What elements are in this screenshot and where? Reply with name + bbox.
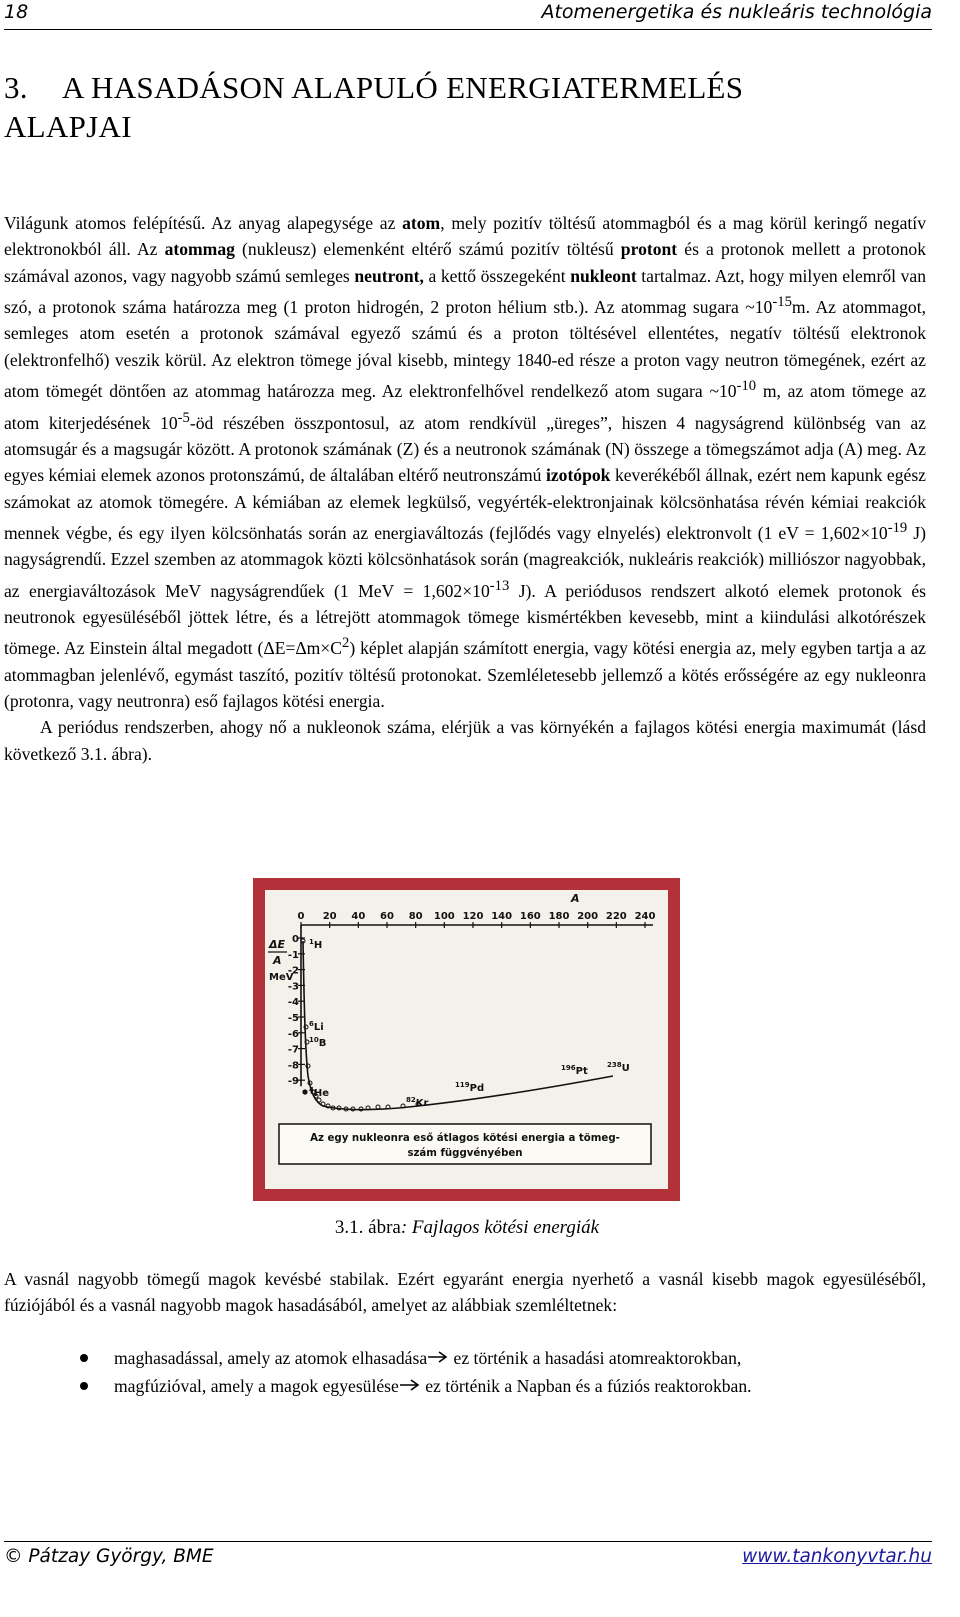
term-atom: atom	[402, 213, 441, 233]
arrow-right-icon	[427, 1350, 449, 1364]
text-run: a kettő összegeként	[423, 265, 571, 286]
running-header	[4, 0, 932, 30]
list-item	[4, 1372, 924, 1400]
isotope-label: $^{238}$U	[607, 1061, 630, 1074]
y-tick-label: -4	[287, 997, 299, 1009]
y-tick-label: 0	[292, 934, 299, 945]
y-axis-label-numerator: ΔE	[269, 938, 286, 951]
isotope-label: $^{82}$Kr	[406, 1096, 429, 1109]
author-credit: © Pátzay György, BME	[4, 1546, 214, 1567]
text-run: tartalmaz. Azt, hogy milyen elemről van szó, a protonok száma határozza meg (1 proton hidrogén, 2 proton hélium stb.). Az atommag sugara ~10	[4, 265, 926, 318]
text-run: J). A periódusos rendszert alkotó elemek protonok és neutronok egyesüléséből jöttek létre, és a létrejött atommagok tömege kismértékben kevesebb, mint a kiindulási alkotórészek tömege. Az Einstein által megadott (ΔE=Δm×C	[4, 580, 926, 659]
list-item	[4, 1344, 924, 1372]
top-tick-label: 220	[605, 911, 627, 922]
top-tick-label: 240	[634, 911, 656, 922]
term-izotop: izotópok	[545, 465, 611, 486]
y-axis-label-denominator: A	[273, 954, 282, 967]
isotope-label: $^1$H	[309, 938, 323, 951]
book-title: Atomenergetika és nukleáris technológia	[541, 1, 932, 23]
exponent: -15	[772, 294, 792, 311]
text-run: -öd részében összpontosul, az atom rendkívül „üreges”, hiszen 4 nagyságrend különbség van az atomsugár és a magsugár között. A protonok számának (Z) és a neutronok számának (N) összege a tömegszámot adja (A) meg. Az egyes kémiai elemek azonos protonszámú, de általában eltérő neutronszámú	[4, 412, 926, 486]
top-tick-label: 0	[297, 911, 305, 922]
text-run: Világunk atomos felépítésű. Az anyag alapegysége az	[4, 213, 403, 233]
paragraph-2: A periódus rendszerben, ahogy nő a nukleonok száma, elérjük a vas környékén a fajlagos kötési energia maximumát (lásd következő 3.1. ábra).	[4, 717, 926, 764]
y-tick-label: -8	[287, 1060, 299, 1072]
top-tick-label: 20	[322, 911, 337, 922]
chapter-title-line1: A HASADÁSON ALAPULÓ ENERGIATERMELÉS	[62, 70, 744, 105]
top-tick-label: 200	[577, 911, 599, 922]
inner-caption-line2: szám függvényében	[407, 1148, 523, 1159]
chapter-title-line2: ALAPJAI	[4, 109, 132, 144]
y-tick-label: -3	[287, 981, 299, 993]
body-text	[4, 210, 926, 767]
running-footer	[4, 1545, 932, 1573]
figure-number: 3.1. ábra	[334, 1217, 401, 1238]
isotope-label: $^6$Li	[309, 1020, 324, 1033]
y-axis-unit: MeV	[269, 972, 294, 983]
y-tick-label: -7	[287, 1044, 299, 1056]
top-tick-label: 80	[408, 911, 423, 922]
term-atommag: atommag	[164, 239, 235, 260]
header-rule	[4, 29, 932, 30]
list-item-text: ez történik a hasadási atomreaktorokban,	[449, 1348, 742, 1368]
top-tick-label: 60	[380, 911, 394, 922]
isotope-label: $^4$He	[309, 1086, 330, 1099]
exponent: -5	[177, 409, 190, 426]
isotope-label: $^{10}$B	[309, 1036, 327, 1049]
text-run: J) nagyságrendű. Ezzel szemben az atommagok közti kölcsönhatások során (magreakciók, nukleáris reakciók) milliószor nagyobbak, az energiaváltozások MeV nagyságrendűek (1 MeV = 1,602×10	[4, 522, 927, 601]
exponent: -13	[489, 577, 510, 594]
text-run: m, az atom tömege az atom kiterjedésének 10	[4, 381, 926, 433]
top-tick-label: 160	[519, 911, 541, 922]
body-text-2	[4, 1266, 926, 1319]
exponent: 2	[342, 635, 350, 652]
list-item-text: magfúzióval, amely a magok egyesülése	[114, 1376, 399, 1396]
top-tick-label: 100	[433, 911, 455, 922]
top-axis-label: A	[571, 892, 580, 905]
bullet-icon	[80, 1354, 88, 1362]
arrow-right-icon	[399, 1378, 421, 1392]
exponent: -10	[736, 378, 757, 395]
chapter-title	[4, 68, 904, 146]
y-tick-label: -6	[287, 1028, 299, 1040]
paragraph-1	[4, 210, 926, 714]
top-tick-label: 40	[351, 911, 366, 922]
top-tick-label: 180	[548, 911, 570, 922]
term-nukleon: nukleont	[570, 265, 637, 286]
inner-caption-line1: Az egy nukleonra eső átlagos kötési energia a tömeg-	[310, 1133, 620, 1144]
figure-caption	[0, 1216, 934, 1240]
text-run: ) képlet alapján számított energia, vagy kötési energia az, mely egyben tartja a az atommagban jelenlévő, egymást taszító, pozitív töltésű protonokat. Szemléletesebb jellemző a kötés erősségére az egy nukleonra (protonra, vagy neutronra) eső fajlagos kötési energia.	[4, 638, 926, 712]
chapter-number: 3.	[4, 70, 28, 105]
term-proton: protont	[620, 239, 678, 260]
text-run: m. Az atommagot, semleges atom esetén a protonok számával egyező számú és a proton töltésével ellentétes, negatív töltésű elektronok (elektronfelhő) veszik körül. Az elektron tömege jóval kisebb, mintegy 1840-ed része a proton vagy neutron tömegének, ezért az atom tömegét döntően az atommag határozza meg. Az elektronfelhővel rendelkező atom sugara ~10	[4, 297, 926, 402]
data-point	[302, 1089, 307, 1094]
y-tick-label: -5	[287, 1013, 299, 1024]
paragraph-3: A vasnál nagyobb tömegű magok kevésbé stabilak. Ezért egyaránt energia nyerhető a vasnál kisebb magok egyesüléséből, fúziójából és a vasnál nagyobb magok hasadásából, amelyet az alábbiak szemléltetnek:	[4, 1269, 926, 1316]
y-tick-label: -1	[287, 949, 299, 961]
figure-caption-text: : Fajlagos kötési energiák	[400, 1217, 600, 1238]
top-tick-label: 120	[462, 911, 484, 922]
page-number: 18	[4, 1, 29, 23]
isotope-label: $^{196}$Pt	[561, 1064, 588, 1077]
list-item-text: ez történik a Napban és a fúziós reaktorokban.	[420, 1376, 752, 1396]
top-tick-label: 140	[491, 911, 513, 922]
y-tick-label: -2	[287, 965, 299, 977]
text-run: (nukleusz) elemenként eltérő számú pozitív töltésű	[234, 239, 621, 260]
list-item-text: maghasadással, amely az atomok elhasadása	[114, 1348, 428, 1368]
text-run: , mely pozitív töltésű atommagból és a mag körül keringő negatív elektronokból áll. Az	[4, 213, 926, 260]
bullet-icon	[80, 1382, 88, 1390]
text-run: keverékéből állnak, ezért nem kapunk egész számokat az atomok tömegére. A kémiában az elemek legkülső, vegyérték-elektronjainak kölcsönhatása révén kémiai reakciók mennek végbe, és egy ilyen kölcsönhatás során az energiaváltozás (fejlődés vagy elnyelés) elektronvolt (1 eV = 1,602×10	[4, 465, 926, 543]
text-run: és a protonok mellett a protonok számával azonos, vagy nagyobb számú semleges	[4, 239, 926, 286]
bullet-list	[4, 1344, 924, 1400]
isotope-label: $^{119}$Pd	[455, 1081, 485, 1094]
y-tick-label: -9	[287, 1076, 299, 1088]
term-neutron: neutront,	[354, 265, 424, 286]
binding-energy-figure	[253, 878, 680, 1201]
footer-rule	[4, 1541, 932, 1542]
exponent: -19	[887, 520, 908, 537]
website-link[interactable]: www.tankonyvtar.hu	[742, 1546, 932, 1567]
